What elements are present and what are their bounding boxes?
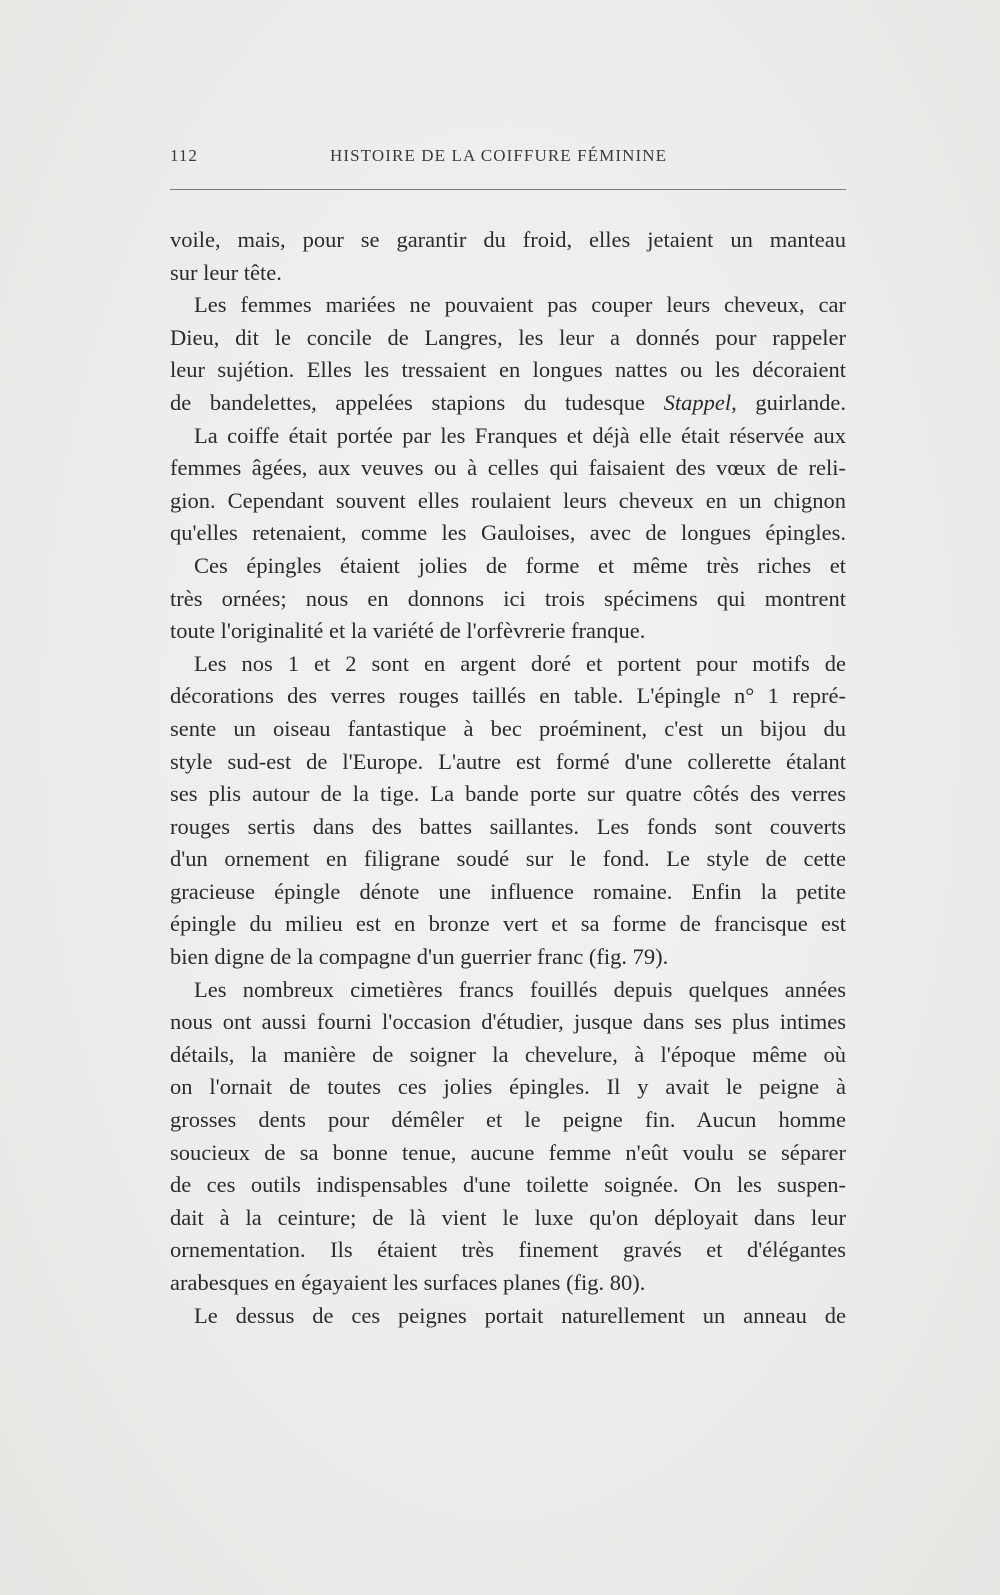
text-line: gion. Cependant souvent elles roulaient leurs cheveux en un chignon: [170, 487, 846, 513]
text-line: femmes âgées, aux veuves ou à celles qui faisaient des vœux de reli-: [170, 455, 846, 481]
text-line: Les femmes mariées ne pouvaient pas couper leurs cheveux, car: [194, 292, 846, 318]
text-line: décorations des verres rouges taillés en table. L'épingle n° 1 repré-: [170, 683, 846, 709]
text-line: très ornées; nous en donnons ici trois spécimens qui montrent: [170, 585, 846, 611]
text-line: Ces épingles étaient jolies de forme et même très riches et: [194, 552, 846, 578]
text-line: ses plis autour de la tige. La bande porte sur quatre côtés des verres: [170, 781, 846, 807]
text-line: Le dessus de ces peignes portait naturellement un anneau de: [194, 1302, 846, 1328]
text-line: épingle du milieu est en bronze vert et sa forme de francisque est: [170, 911, 846, 937]
text-line: détails, la manière de soigner la chevelure, à l'époque même où: [170, 1041, 846, 1067]
text-line: style sud-est de l'Europe. L'autre est formé d'une collerette étalant: [170, 748, 846, 774]
text-line: Dieu, dit le concile de Langres, les leur a donnés pour rappeler: [170, 324, 846, 350]
text-line: qu'elles retenaient, comme les Gauloises, avec de longues épingles.: [170, 520, 846, 546]
running-title: HISTOIRE DE LA COIFFURE FÉMININE: [330, 146, 668, 165]
text-line: de bandelettes, appelées stapions du tudesque Stappel, guirlande.: [170, 389, 846, 415]
text-line: ornementation. Ils étaient très finement gravés et d'élégantes: [170, 1237, 846, 1263]
text-line: gracieuse épingle dénote une influence romaine. Enfin la petite: [170, 878, 846, 904]
page-number: 112: [170, 146, 198, 165]
text-line: rouges sertis dans des battes saillantes. Les fonds sont couverts: [170, 813, 846, 839]
text-line: arabesques en égayaient les surfaces planes (fig. 80).: [170, 1270, 646, 1295]
page-header: [170, 146, 846, 170]
text-line: toute l'originalité et la variété de l'orfèvrerie franque.: [170, 618, 646, 644]
body-text: [170, 224, 846, 1332]
text-line: bien digne de la compagne d'un guerrier franc (fig. 79).: [170, 944, 669, 970]
text-line: soucieux de sa bonne tenue, aucune femme n'eût voulu se séparer: [170, 1139, 846, 1165]
text-line: sente un oiseau fantastique à bec proéminent, c'est un bijou du: [170, 715, 846, 741]
text-line: Les nos 1 et 2 sont en argent doré et portent pour motifs de: [194, 650, 846, 676]
text-line: voile, mais, pour se garantir du froid, elles jetaient un manteau: [170, 227, 846, 252]
text-line: grosses dents pour démêler et le peigne fin. Aucun homme: [170, 1107, 846, 1133]
text-line: de ces outils indispensables d'une toilette soignée. On les suspen-: [170, 1172, 846, 1198]
text-line: La coiffe était portée par les Franques et déjà elle était réservée aux: [194, 422, 846, 448]
text-line: Les nombreux cimetières francs fouillés depuis quelques années: [194, 976, 846, 1002]
text-line: d'un ornement en filigrane soudé sur le fond. Le style de cette: [170, 846, 846, 872]
text-line: sur leur tête.: [170, 259, 282, 285]
text-line: dait à la ceinture; de là vient le luxe qu'on déployait dans leur: [170, 1204, 846, 1230]
text-line: leur sujétion. Elles les tressaient en longues nattes ou les décoraient: [170, 357, 846, 383]
text-line: nous ont aussi fourni l'occasion d'étudier, jusque dans ses plus intimes: [170, 1009, 846, 1035]
text-line: on l'ornait de toutes ces jolies épingles. Il y avait le peigne à: [170, 1074, 846, 1100]
header-rule: [170, 189, 846, 190]
